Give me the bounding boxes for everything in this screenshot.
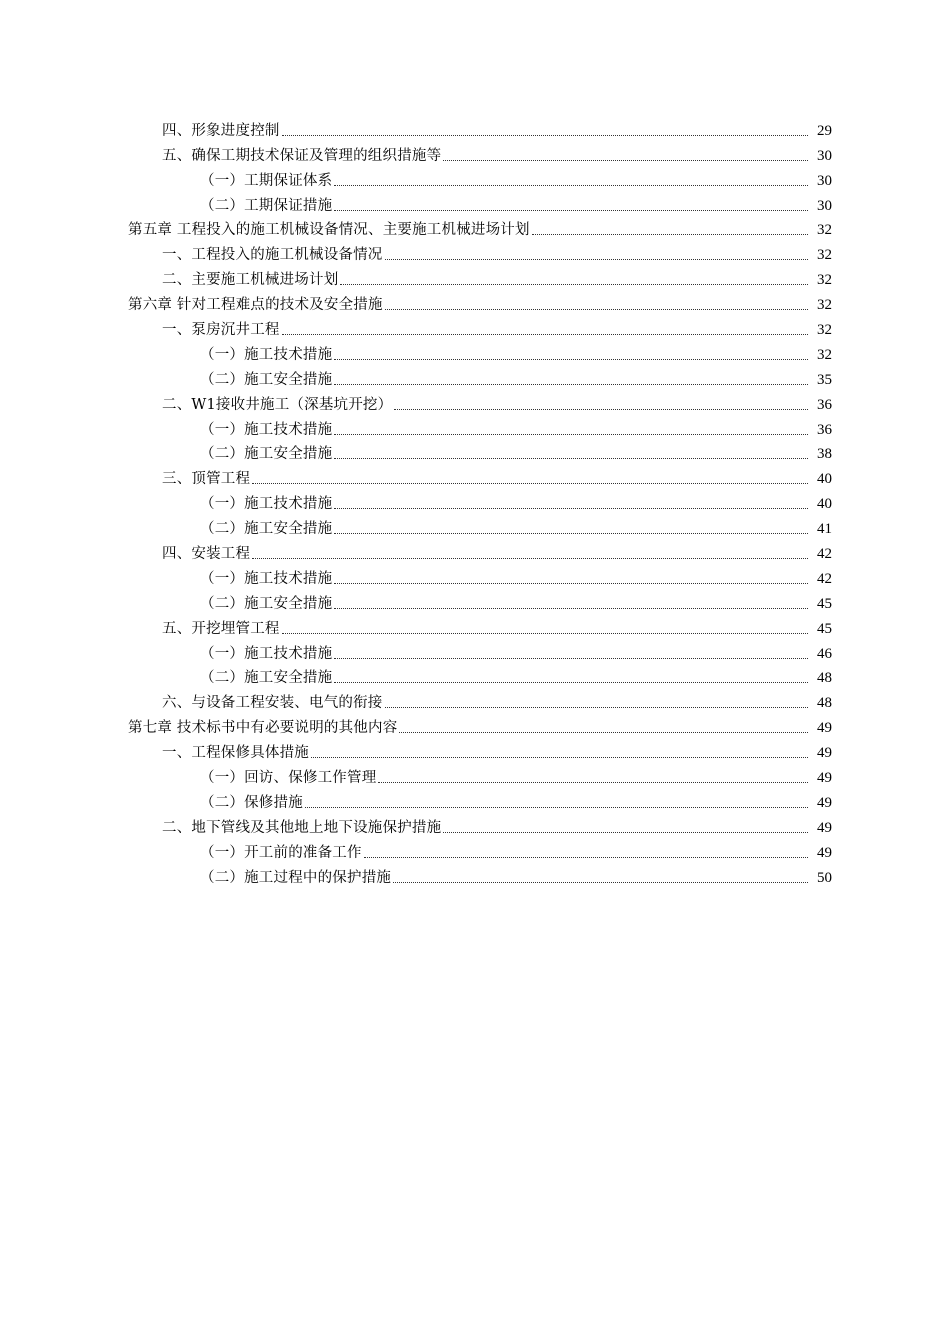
toc-entry-title: （二）保修措施 (200, 794, 303, 811)
toc-dot-leader (378, 781, 808, 783)
toc-page-number: 36 (817, 421, 832, 438)
toc-dot-leader (385, 706, 809, 708)
toc-entry[interactable] (128, 538, 832, 563)
toc-page-number: 49 (817, 720, 832, 737)
toc-entry-title: （二）施工过程中的保护措施 (200, 869, 392, 886)
toc-entry-title: （一）施工技术措施 (200, 346, 333, 363)
toc-page-number: 42 (817, 546, 832, 563)
toc-entry[interactable] (128, 812, 832, 837)
toc-dot-leader (311, 756, 808, 758)
toc-page-number: 32 (817, 222, 832, 239)
toc-entry[interactable] (128, 613, 832, 638)
toc-entry[interactable] (128, 165, 832, 190)
toc-entry-title: 第七章 技术标书中有必要说明的其他内容 (128, 720, 398, 737)
toc-entry-title: （一）开工前的准备工作 (200, 844, 362, 861)
toc-entry[interactable] (128, 389, 832, 414)
toc-page-number: 48 (817, 695, 832, 712)
toc-dot-leader (340, 283, 808, 285)
toc-entry-title: 六、与设备工程安装、电气的衔接 (162, 695, 383, 712)
toc-entry-title: 一、泵房沉井工程 (162, 322, 280, 339)
toc-entry-title: 第五章 工程投入的施工机械设备情况、主要施工机械进场计划 (128, 222, 530, 239)
toc-entry-title: 一、工程保修具体措施 (162, 745, 309, 762)
toc-entry[interactable] (128, 737, 832, 762)
toc-dot-leader (334, 657, 808, 659)
toc-page-number: 49 (817, 819, 832, 836)
toc-entry[interactable] (128, 414, 832, 439)
toc-entry[interactable] (128, 190, 832, 215)
toc-page-number: 45 (817, 620, 832, 637)
toc-page-number: 49 (817, 770, 832, 787)
toc-dot-leader (334, 457, 808, 459)
toc-dot-leader (385, 308, 808, 310)
toc-page-number: 38 (817, 446, 832, 463)
toc-entry-title: 二、主要施工机械进场计划 (162, 272, 339, 289)
toc-entry[interactable] (128, 463, 832, 488)
toc-page-number: 49 (817, 794, 832, 811)
toc-page-number: 32 (817, 322, 832, 339)
toc-page-number: 49 (817, 844, 832, 861)
toc-entry-title: （一）工期保证体系 (200, 172, 333, 189)
toc-page-number: 30 (817, 172, 832, 189)
toc-entry-title: 二、地下管线及其他地上地下设施保护措施 (162, 819, 442, 836)
toc-entry[interactable] (128, 513, 832, 538)
toc-entry-title: （二）施工安全措施 (200, 595, 333, 612)
toc-dot-leader (305, 806, 808, 808)
toc-entry[interactable] (128, 215, 832, 240)
toc-entry[interactable] (128, 762, 832, 787)
toc-entry[interactable] (128, 787, 832, 812)
toc-page-number: 32 (817, 272, 832, 289)
toc-entry-title: 四、安装工程 (162, 546, 251, 563)
toc-page-number: 32 (817, 297, 832, 314)
toc-entry-title: （一）回访、保修工作管理 (200, 770, 377, 787)
toc-dot-leader (282, 333, 808, 335)
toc-entry[interactable] (128, 339, 832, 364)
toc-dot-leader (334, 433, 808, 435)
toc-entry[interactable] (128, 488, 832, 513)
toc-page-number: 36 (817, 396, 832, 413)
toc-entry-title: （二）施工安全措施 (200, 670, 333, 687)
toc-dot-leader (282, 632, 808, 634)
toc-entry[interactable] (128, 140, 832, 165)
toc-page-number: 29 (817, 122, 832, 139)
toc-page-number: 46 (817, 645, 832, 662)
toc-entry[interactable] (128, 289, 832, 314)
toc-dot-leader (252, 557, 808, 559)
toc-page-number: 48 (817, 670, 832, 687)
toc-dot-leader (334, 507, 808, 509)
toc-dot-leader (399, 731, 808, 733)
toc-dot-leader (443, 159, 808, 161)
toc-dot-leader (443, 831, 808, 833)
toc-entry-title: （一）施工技术措施 (200, 496, 333, 513)
toc-page-number: 40 (817, 496, 832, 513)
toc-page-number: 45 (817, 595, 832, 612)
toc-dot-leader (334, 607, 808, 609)
toc-page-number: 32 (817, 247, 832, 264)
toc-entry-title: 第六章 针对工程难点的技术及安全措施 (128, 297, 383, 314)
table-of-contents (128, 115, 832, 887)
toc-dot-leader (334, 209, 808, 211)
toc-entry[interactable] (128, 663, 832, 688)
toc-page-number: 42 (817, 570, 832, 587)
toc-dot-leader (334, 184, 808, 186)
toc-page-number: 35 (817, 371, 832, 388)
toc-dot-leader (364, 856, 808, 858)
toc-entry-title: （一）施工技术措施 (200, 645, 333, 662)
toc-dot-leader (393, 881, 808, 883)
toc-page-number: 32 (817, 346, 832, 363)
toc-entry-title: （二）施工安全措施 (200, 446, 333, 463)
toc-entry-title: 五、确保工期技术保证及管理的组织措施等 (162, 147, 442, 164)
toc-entry-title: （一）施工技术措施 (200, 570, 333, 587)
toc-entry[interactable] (128, 239, 832, 264)
toc-entry-title: 二、W1接收井施工（深基坑开挖） (162, 396, 393, 413)
toc-entry-title: （二）施工安全措施 (200, 371, 333, 388)
toc-page-number: 30 (817, 147, 832, 164)
toc-dot-leader (334, 582, 808, 584)
toc-dot-leader (385, 258, 809, 260)
toc-entry[interactable] (128, 364, 832, 389)
toc-page-number: 50 (817, 869, 832, 886)
toc-entry-title: （一）施工技术措施 (200, 421, 333, 438)
toc-entry-title: 五、开挖埋管工程 (162, 620, 280, 637)
toc-entry-title: 四、形象进度控制 (162, 122, 280, 139)
toc-entry-title: （二）工期保证措施 (200, 197, 333, 214)
toc-entry-title: 三、顶管工程 (162, 471, 251, 488)
toc-entry-title: （二）施工安全措施 (200, 521, 333, 538)
toc-page-number: 41 (817, 521, 832, 538)
toc-page-number: 40 (817, 471, 832, 488)
toc-dot-leader (252, 482, 808, 484)
toc-entry[interactable] (128, 115, 832, 140)
toc-page-number: 30 (817, 197, 832, 214)
toc-entry[interactable] (128, 563, 832, 588)
toc-dot-leader (532, 233, 808, 235)
toc-dot-leader (334, 532, 808, 534)
toc-dot-leader (334, 383, 808, 385)
toc-entry[interactable] (128, 837, 832, 862)
toc-entry[interactable] (128, 862, 832, 887)
toc-dot-leader (334, 358, 808, 360)
toc-dot-leader (334, 681, 808, 683)
toc-entry[interactable] (128, 439, 832, 464)
toc-entry[interactable] (128, 588, 832, 613)
toc-page-number: 49 (817, 745, 832, 762)
toc-entry-title: 一、工程投入的施工机械设备情况 (162, 247, 383, 264)
toc-entry[interactable] (128, 712, 832, 737)
toc-entry[interactable] (128, 264, 832, 289)
toc-dot-leader (282, 134, 808, 136)
toc-dot-leader (394, 408, 808, 410)
toc-entry[interactable] (128, 687, 832, 712)
toc-entry[interactable] (128, 638, 832, 663)
toc-entry[interactable] (128, 314, 832, 339)
